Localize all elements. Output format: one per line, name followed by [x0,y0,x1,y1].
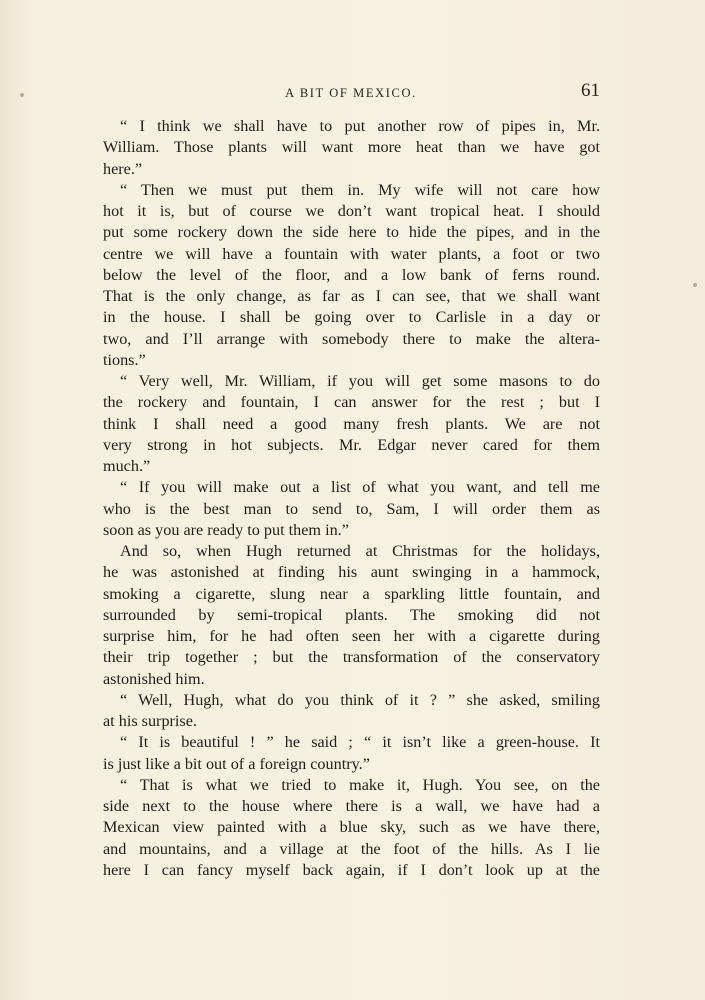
text-line: in the house. I shall be going over to Carlisle in a day or [103,308,600,327]
margin-speck [20,93,24,97]
text-line: at his surprise. [103,712,197,730]
text-line: is just like a bit out of a foreign country.” [103,754,370,773]
text-line: And so, when Hugh returned at Christmas for the holidays, [120,542,600,560]
text-line: surprise him, for he had often seen her with a cigarette during [103,627,600,645]
text-line: here I can fancy myself back again, if I don’t look up at the [103,860,600,879]
text-line: astonished him. [103,669,205,688]
text-line: That is the only change, as far as I can see, that we shall want [103,287,600,305]
text-line: think I shall need a good many fresh plants. We are not [103,414,600,433]
running-head [102,80,600,106]
text-line: “ I think we shall have to put another row of pipes in, Mr. [120,117,600,135]
text-line: two, and I’ll arrange with somebody there to make the altera- [103,329,600,348]
text-line: “ Well, Hugh, what do you think of it ? ” she asked, smiling [120,690,600,709]
text-line: “ If you will make out a list of what you want, and tell me [120,478,600,497]
running-title: A BIT OF MEXICO. [285,86,417,100]
page-number: 61 [581,80,600,101]
text-line: surrounded by semi-tropical plants. The smoking did not [103,605,600,624]
text-line: side next to the house where there is a wall, we have had a [103,797,600,815]
text-line: below the level of the floor, and a low bank of ferns round. [103,265,600,284]
text-line: put some rockery down the side here to hide the pipes, and in the [103,223,600,242]
text-line: “ It is beautiful ! ” he said ; “ it isn’t like a green-house. It [120,733,600,752]
text-line: “ That is what we tried to make it, Hugh. You see, on the [120,775,600,794]
text-line: here.” [103,159,143,178]
text-line: “ Then we must put them in. My wife will not care how [120,180,600,199]
text-line: “ Very well, Mr. William, if you will get some masons to do [120,372,600,390]
text-line: who is the best man to send to, Sam, I will order them as [103,499,600,518]
text-line: much.” [103,457,151,475]
text-line: centre we will have a fountain with water plants, a foot or two [103,244,600,263]
text-line: smoking a cigarette, slung near a sparkling little fountain, and [103,584,600,603]
body-text [103,116,600,881]
text-line: their trip together ; but the transformation of the conservatory [103,648,600,667]
text-line: tions.” [103,350,146,369]
text-line: Mexican view painted with a blue sky, such as we have there, [103,818,600,837]
text-line: hot it is, but of course we don’t want tropical heat. I should [103,202,600,220]
text-line: very strong in hot subjects. Mr. Edgar never cared for them [103,435,600,454]
text-line: he was astonished at finding his aunt swinging in a hammock, [103,563,600,582]
margin-speck [693,283,697,287]
text-line: William. Those plants will want more heat than we have got [103,138,600,157]
text-line: the rockery and fountain, I can answer for the rest ; but I [103,393,600,412]
text-line: and mountains, and a village at the foot of the hills. As I lie [103,839,600,858]
text-line: soon as you are ready to put them in.” [103,520,349,539]
